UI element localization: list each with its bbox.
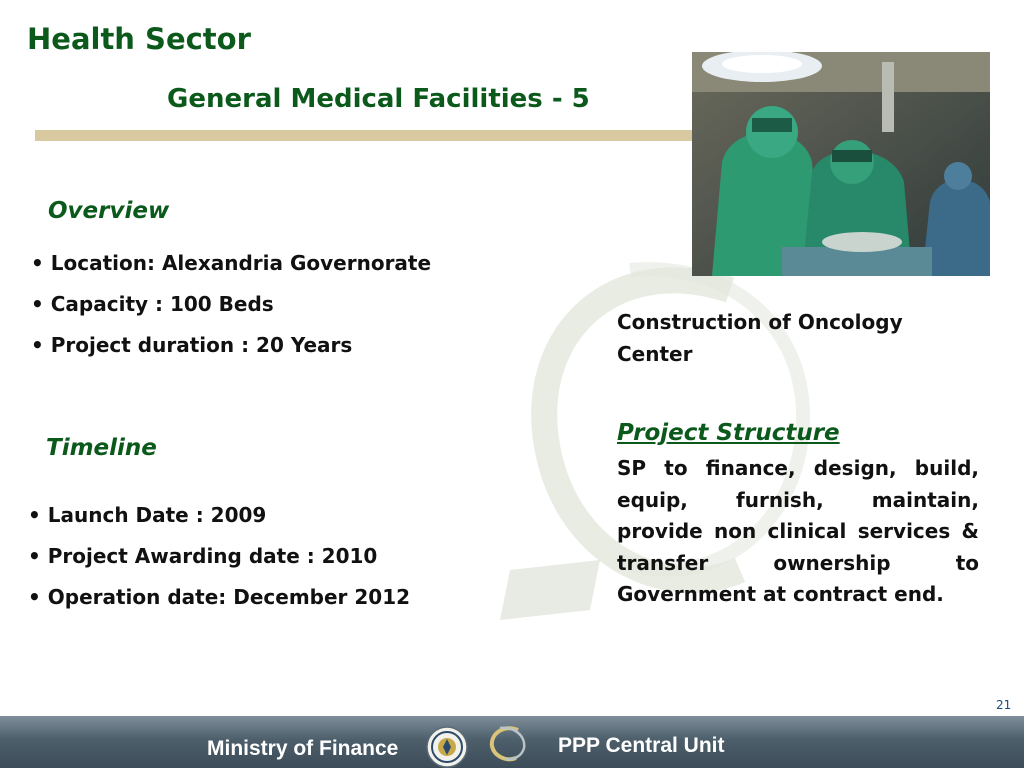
page-title: Health Sector xyxy=(27,22,251,56)
page-number: 21 xyxy=(996,698,1012,712)
timeline-list xyxy=(28,502,410,625)
footer-ppp-label: PPP Central Unit xyxy=(558,734,725,757)
list-item: • Project Awarding date : 2010 xyxy=(28,543,410,584)
list-item: • Capacity : 100 Beds xyxy=(31,291,431,332)
project-structure-heading: Project Structure xyxy=(617,420,840,446)
photo-caption: Construction of Oncology Center xyxy=(617,310,903,366)
footer-ministry-label: Ministry of Finance xyxy=(207,737,399,760)
page-subtitle: General Medical Facilities - 5 xyxy=(167,84,590,114)
overview-list xyxy=(31,250,431,373)
project-structure-text: SP to finance, design, build, equip, furnish, maintain, provide non clinical services & transfer ownership to Government at contract end. xyxy=(617,456,979,606)
list-item: • Launch Date : 2009 xyxy=(28,502,410,543)
ppp-logo-icon xyxy=(486,724,532,764)
ministry-seal-icon xyxy=(426,726,468,768)
timeline-heading: Timeline xyxy=(46,435,157,461)
list-item: • Location: Alexandria Governorate xyxy=(31,250,431,291)
list-item: • Project duration : 20 Years xyxy=(31,332,431,373)
list-item: • Operation date: December 2012 xyxy=(28,584,410,625)
title-underline-bar xyxy=(35,130,695,141)
surgeons-operating-room-photo xyxy=(692,52,990,276)
overview-heading: Overview xyxy=(48,198,170,224)
